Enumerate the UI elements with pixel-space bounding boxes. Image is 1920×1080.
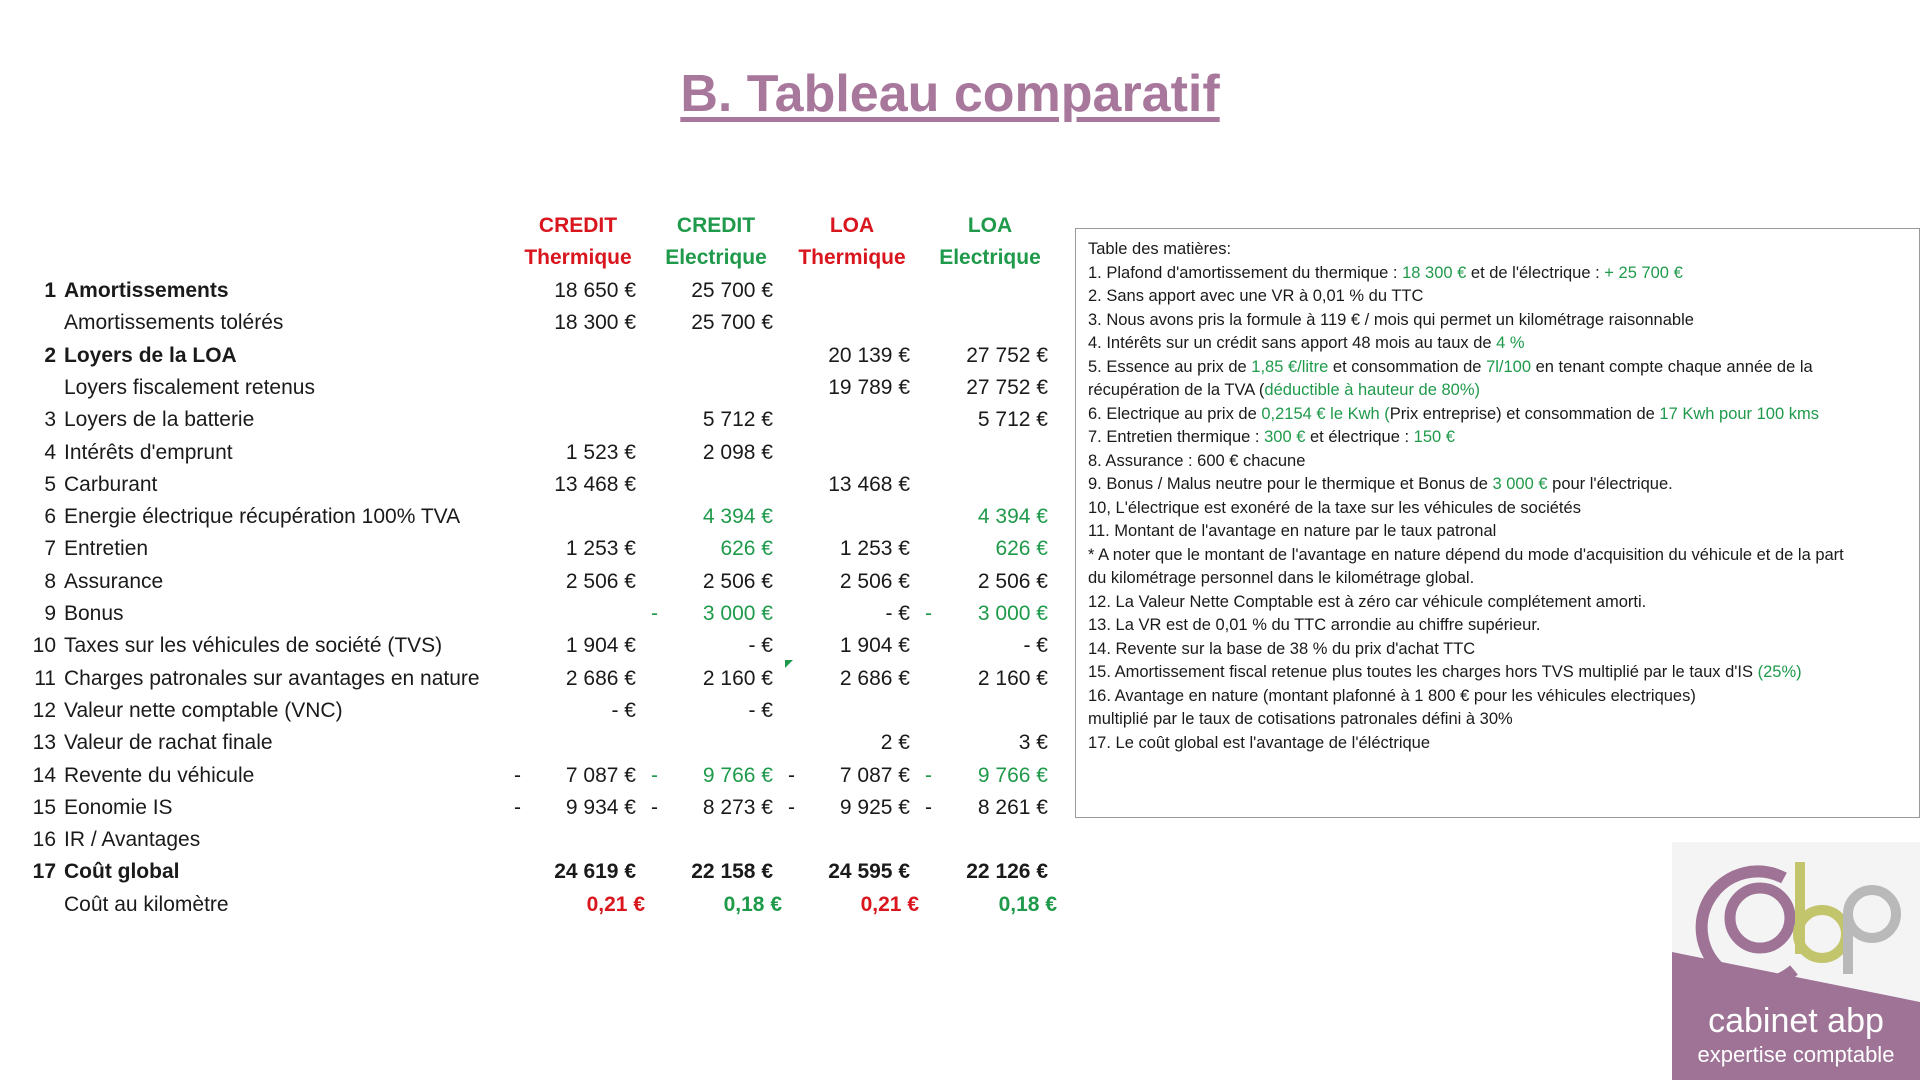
toc-line: 13. La VR est de 0,01 % du TTC arrondie au chiffre supérieur. [1088,616,1541,634]
value-cell: 3 € [1018,731,1048,755]
row-label: Intérêts d'emprunt [64,440,233,464]
table-row [0,796,1070,828]
cell-comment-marker [785,660,793,668]
table-row [0,279,1070,311]
value-cell: 13 468 € [828,472,910,496]
value-cell: 8 273 € [702,795,773,819]
value-cell: 27 752 € [966,375,1048,399]
table-row [0,570,1070,602]
row-number: 13 [32,731,56,755]
toc-line: 10, L'électrique est exonéré de la taxe sur les véhicules de sociétés [1088,498,1581,517]
toc-line: 5. Essence au prix de 1,85 €/litre et consommation de 7l/100 en tenant compte chaque année de la [1088,357,1813,376]
row-label: Coût global [64,860,180,884]
value-cell: 626 € [995,537,1048,561]
row-label: IR / Avantages [64,828,201,852]
row-number: 2 [44,343,56,367]
page-title: B. Tableau comparatif [680,65,1220,123]
column-header-2-line2: Electrique [665,246,767,269]
toc-line: 8. Assurance : 600 € chacune [1088,451,1306,470]
negative-sign: - [514,763,521,787]
value-cell: - € [885,602,910,625]
table-row [0,408,1070,440]
value-cell: 24 619 € [554,860,636,884]
logo-subtitle: expertise comptable [1697,1042,1895,1067]
table-row [0,731,1070,763]
toc-line: * A noter que le montant de l'avantage en nature dépend du mode d'acquisition du véhicule et de la part [1088,545,1844,564]
value-cell: 2 506 € [977,569,1048,593]
row-label: Loyers fiscalement retenus [64,375,315,399]
row-number: 17 [32,860,56,884]
row-number: 5 [44,472,56,496]
negative-sign: - [651,763,658,787]
row-number: 1 [44,279,56,302]
toc-line: 16. Avantage en nature (montant plafonné à 1 800 € pour les véhicules electriques) [1088,686,1696,705]
column-header-1-line1: CREDIT [538,214,618,237]
table-row [0,667,1070,699]
value-cell: 1 904 € [839,634,910,658]
value-cell: 27 752 € [966,343,1048,367]
value-cell: 18 650 € [554,279,636,302]
toc-line: 9. Bonus / Malus neutre pour le thermique et Bonus de 3 000 € pour l'électrique. [1088,475,1673,493]
row-number: 15 [32,795,56,819]
table-row [0,311,1070,343]
row-number: 8 [44,569,56,593]
row-number: 16 [32,828,56,852]
row-label: Entretien [64,537,149,561]
value-cell: 8 261 € [977,795,1048,819]
value-cell: 2 160 € [702,666,773,690]
row-label: Loyers de la LOA [64,343,237,367]
value-cell: 9 766 € [977,763,1048,787]
row-label: Amortissements [64,279,229,302]
value-cell: 1 253 € [839,537,910,561]
cabinet-abp-logo [1672,842,1920,1080]
negative-sign: - [514,795,521,819]
value-cell: 0,21 € [586,892,645,916]
negative-sign: - [925,602,932,625]
value-cell: 25 700 € [691,279,773,302]
column-header-4-line2: Electrique [939,246,1041,269]
value-cell: 0,18 € [723,892,782,916]
value-cell: 4 394 € [977,505,1048,529]
value-cell: 22 158 € [691,860,773,884]
table-row [0,893,1070,925]
value-cell: 1 253 € [565,537,636,561]
row-number: 7 [44,537,56,561]
value-cell: 9 766 € [702,763,773,787]
column-header-3-line1: LOA [829,214,875,237]
row-number: 4 [44,440,56,464]
row-label: Loyers de la batterie [64,408,255,432]
value-cell: 7 087 € [565,763,636,787]
value-cell: 9 925 € [839,795,910,819]
value-cell: 2 506 € [702,569,773,593]
value-cell: 25 700 € [691,311,773,335]
row-label: Assurance [64,569,164,593]
column-header-3-line2: Thermique [798,246,906,269]
toc-line: 11. Montant de l'avantage en nature par le taux patronal [1088,522,1497,540]
toc-line: récupération de la TVA (déductible à hauteur de 80%) [1088,381,1480,399]
table-of-contents-box [1075,228,1920,818]
row-label: Bonus [64,602,124,625]
negative-sign: - [788,763,795,787]
row-number: 10 [32,634,56,658]
value-cell: 3 000 € [977,602,1048,625]
value-cell: 5 712 € [702,408,773,432]
value-cell: 2 160 € [977,666,1048,690]
row-number: 14 [32,763,56,787]
value-cell: - € [748,634,773,658]
value-cell: 3 000 € [702,602,773,625]
column-header-2-line1: CREDIT [676,214,756,237]
table-row [0,764,1070,796]
value-cell: 2 686 € [565,666,636,690]
value-cell: 4 394 € [702,505,773,529]
column-header-1-line2: Thermique [524,246,632,269]
row-label: Carburant [64,472,158,496]
row-number: 9 [44,602,56,625]
toc-line: 2. Sans apport avec une VR à 0,01 % du TTC [1088,287,1424,305]
row-label: Amortissements tolérés [64,311,284,335]
negative-sign: - [925,795,932,819]
value-cell: 7 087 € [839,763,910,787]
value-cell: 22 126 € [966,860,1048,884]
table-row [0,699,1070,731]
negative-sign: - [651,795,658,819]
row-label: Valeur nette comptable (VNC) [64,698,343,722]
toc-line: 6. Electrique au prix de 0,2154 € le Kwh (Prix entreprise) et consommation de 17 Kwh pour 100 kms [1088,404,1819,423]
table-row [0,505,1070,537]
value-cell: 24 595 € [828,860,910,884]
toc-line: multiplié par le taux de cotisations patronales défini à 30% [1088,710,1513,728]
table-row [0,602,1070,634]
toc-line: 12. La Valeur Nette Comptable est à zéro car véhicule complétement amorti. [1088,592,1647,611]
value-cell: 2 506 € [565,569,636,593]
toc-line: du kilométrage personnel dans le kilométrage global. [1088,569,1475,587]
table-row [0,860,1070,892]
value-cell: 1 904 € [565,634,636,658]
row-number: 3 [44,408,56,432]
row-label: Coût au kilomètre [64,892,229,916]
value-cell: 0,18 € [998,892,1057,916]
row-number: 12 [32,698,56,722]
column-header-4-line1: LOA [967,214,1013,237]
toc-line: 17. Le coût global est l'avantage de l'éléctrique [1088,733,1431,752]
table-row [0,441,1070,473]
row-number: 6 [44,505,56,529]
row-label: Revente du véhicule [64,763,255,787]
row-label: Valeur de rachat finale [64,731,273,755]
table-row [0,537,1070,569]
logo-name: cabinet abp [1708,1002,1884,1040]
value-cell: 9 934 € [565,795,636,819]
value-cell: 2 686 € [839,666,910,690]
toc-line: 15. Amortissement fiscal retenue plus toutes les charges hors TVS multiplié par le taux d'IS (25%) [1088,663,1802,681]
toc-line: 3. Nous avons pris la formule à 119 € / mois qui permet un kilométrage raisonnable [1088,310,1694,329]
row-label: Energie électrique récupération 100% TVA [64,505,461,529]
value-cell: - € [748,698,773,722]
toc-line: 14. Revente sur la base de 38 % du prix d'achat TTC [1088,639,1476,658]
row-label: Taxes sur les véhicules de société (TVS) [64,634,443,658]
negative-sign: - [651,602,658,625]
value-cell: 2 € [880,731,910,755]
toc-line: Table des matières: [1088,240,1232,258]
value-cell: 5 712 € [977,408,1048,432]
table-row [0,473,1070,505]
table-row [0,344,1070,376]
value-cell: - € [1023,634,1048,658]
row-number: 11 [34,666,56,690]
table-row [0,376,1070,408]
value-cell: 2 098 € [702,440,773,464]
toc-line: 7. Entretien thermique : 300 € et électrique : 150 € [1088,428,1455,446]
value-cell: 626 € [720,537,773,561]
value-cell: 2 506 € [839,569,910,593]
toc-line: 4. Intérêts sur un crédit sans apport 48 mois au taux de 4 % [1088,334,1525,352]
value-cell: 13 468 € [554,472,636,496]
negative-sign: - [788,795,795,819]
row-label: Eonomie IS [64,795,173,819]
value-cell: 20 139 € [828,343,910,367]
value-cell: 0,21 € [860,892,919,916]
negative-sign: - [925,763,932,787]
value-cell: 19 789 € [828,375,910,399]
row-label: Charges patronales sur avantages en nature [64,666,480,690]
value-cell: 18 300 € [554,311,636,335]
table-row [0,634,1070,666]
table-row [0,828,1070,860]
toc-line: 1. Plafond d'amortissement du thermique : 18 300 € et de l'électrique : + 25 700 € [1088,263,1683,282]
value-cell: 1 523 € [565,440,636,464]
value-cell: - € [611,698,636,722]
